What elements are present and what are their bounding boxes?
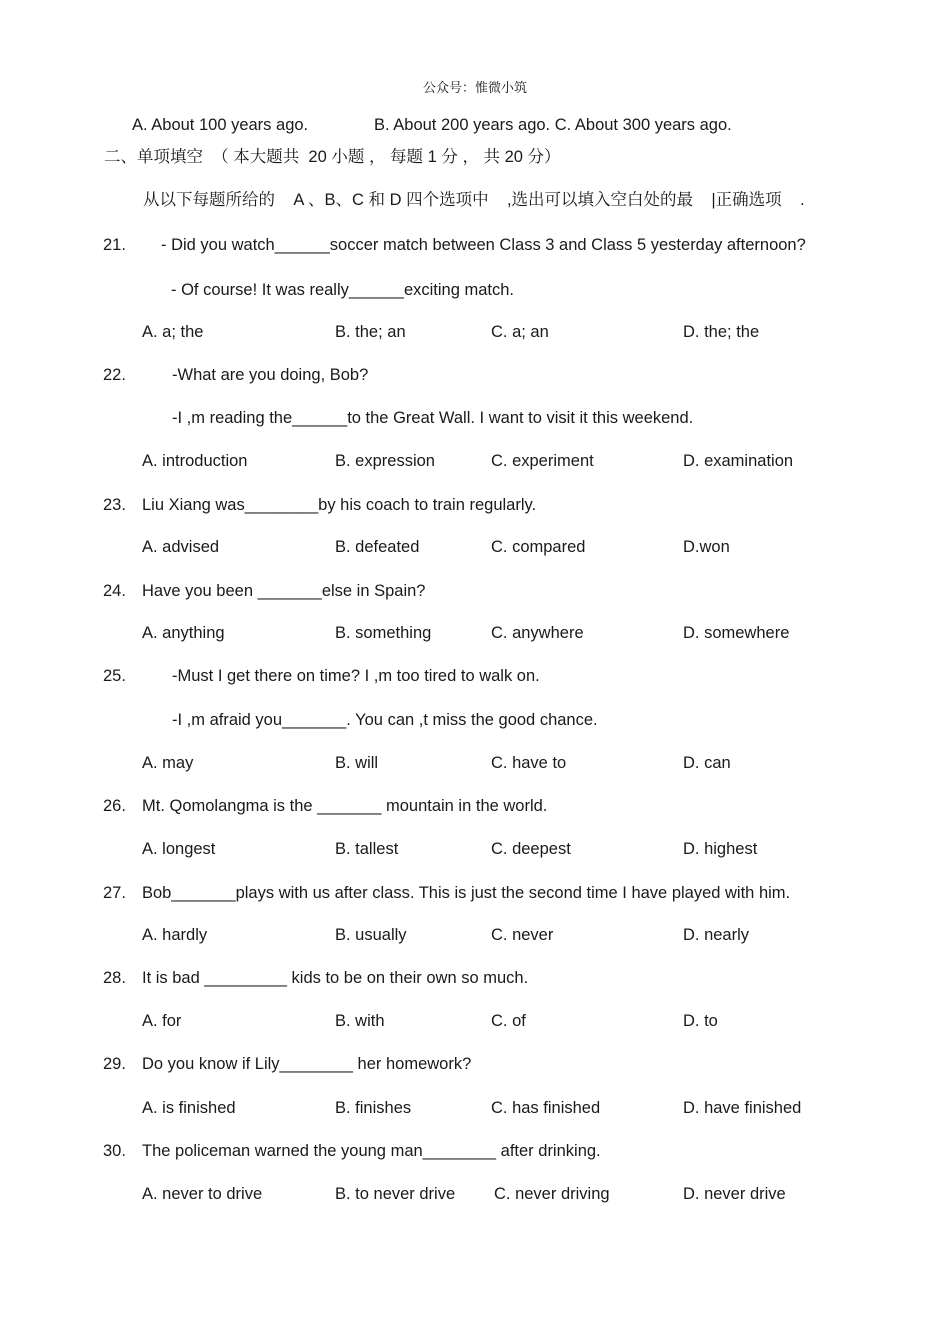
question-number: 30.	[103, 1142, 126, 1160]
option-a: A. is finished	[142, 1099, 236, 1117]
option-b: B. to never drive	[335, 1185, 456, 1203]
option-a: A. may	[142, 754, 194, 772]
option-d: D. examination	[683, 452, 794, 470]
option-b: B. expression	[335, 452, 435, 470]
option-a: A. longest	[142, 840, 216, 858]
option-d: D. never drive	[683, 1185, 786, 1203]
option-c: C. anywhere	[491, 624, 584, 642]
section-title: 二、单项填空 （ 本大题共 20 小题 ， 每题 1 分 ， 共 20 分）	[104, 148, 561, 166]
question-line: The policeman warned the young man________ after drinking.	[142, 1142, 601, 1160]
question-line: Have you been _______else in Spain?	[142, 582, 426, 600]
option-c: C. has finished	[491, 1099, 601, 1117]
option-b: B. usually	[335, 926, 407, 944]
option-a: A. hardly	[142, 926, 208, 944]
question-number: 24.	[103, 582, 126, 600]
question-number: 26.	[103, 797, 126, 815]
prev-option-bc: B. About 200 years ago. C. About 300 years ago.	[374, 116, 732, 134]
question-number: 25.	[103, 667, 126, 685]
question-line: Mt. Qomolangma is the _______ mountain in the world.	[142, 797, 548, 815]
option-b: B. will	[335, 754, 379, 772]
question-line: -I ,m afraid you_______. You can ,t miss the good chance.	[172, 711, 598, 729]
option-b: B. defeated	[335, 538, 420, 556]
option-d: D.won	[683, 538, 730, 556]
option-c: C. experiment	[491, 452, 594, 470]
option-d: D. somewhere	[683, 624, 790, 642]
option-b: B. the; an	[335, 323, 406, 341]
option-b: B. something	[335, 624, 432, 642]
header-account: 公众号：惟微小筑	[422, 80, 527, 95]
option-d: D. nearly	[683, 926, 750, 944]
option-b: B. finishes	[335, 1099, 412, 1117]
option-d: D. highest	[683, 840, 758, 858]
question-number: 27.	[103, 884, 126, 902]
option-c: C. never driving	[494, 1185, 610, 1203]
option-a: A. for	[142, 1012, 182, 1030]
option-b: B. with	[335, 1012, 385, 1030]
option-d: D. to	[683, 1012, 718, 1030]
question-number: 29.	[103, 1055, 126, 1073]
question-number: 23.	[103, 496, 126, 514]
option-c: C. have to	[491, 754, 567, 772]
option-a: A. advised	[142, 538, 220, 556]
option-b: B. tallest	[335, 840, 399, 858]
question-number: 22.	[103, 366, 126, 384]
option-a: A. never to drive	[142, 1185, 263, 1203]
question-line: -What are you doing, Bob?	[172, 366, 369, 384]
question-line: - Of course! It was really______exciting match.	[171, 281, 514, 299]
question-line: Do you know if Lily________ her homework?	[142, 1055, 472, 1073]
option-c: C. a; an	[491, 323, 549, 341]
question-line: -I ,m reading the______to the Great Wall. I want to visit it this weekend.	[172, 409, 694, 427]
question-line: Liu Xiang was________by his coach to train regularly.	[142, 496, 537, 514]
option-d: D. have finished	[683, 1099, 802, 1117]
option-c: C. of	[491, 1012, 526, 1030]
option-c: C. compared	[491, 538, 586, 556]
question-number: 28.	[103, 969, 126, 987]
question-number: 21.	[103, 236, 126, 254]
option-d: D. the; the	[683, 323, 760, 341]
option-a: A. a; the	[142, 323, 204, 341]
question-line: - Did you watch______soccer match between Class 3 and Class 5 yesterday afternoon?	[161, 236, 806, 254]
question-line: Bob_______plays with us after class. This is just the second time I have played with him.	[142, 884, 791, 902]
question-line: It is bad _________ kids to be on their own so much.	[142, 969, 529, 987]
question-line: -Must I get there on time? I ,m too tired to walk on.	[172, 667, 540, 685]
option-a: A. introduction	[142, 452, 248, 470]
option-d: D. can	[683, 754, 731, 772]
option-c: C. never	[491, 926, 554, 944]
option-c: C. deepest	[491, 840, 571, 858]
section-instruction: 从以下每题所给的 A 、B、C 和 D 四个选项中 ,选出可以填入空白处的最 |正确选项 .	[143, 191, 805, 209]
option-a: A. anything	[142, 624, 225, 642]
prev-option-a: A. About 100 years ago.	[132, 116, 309, 134]
